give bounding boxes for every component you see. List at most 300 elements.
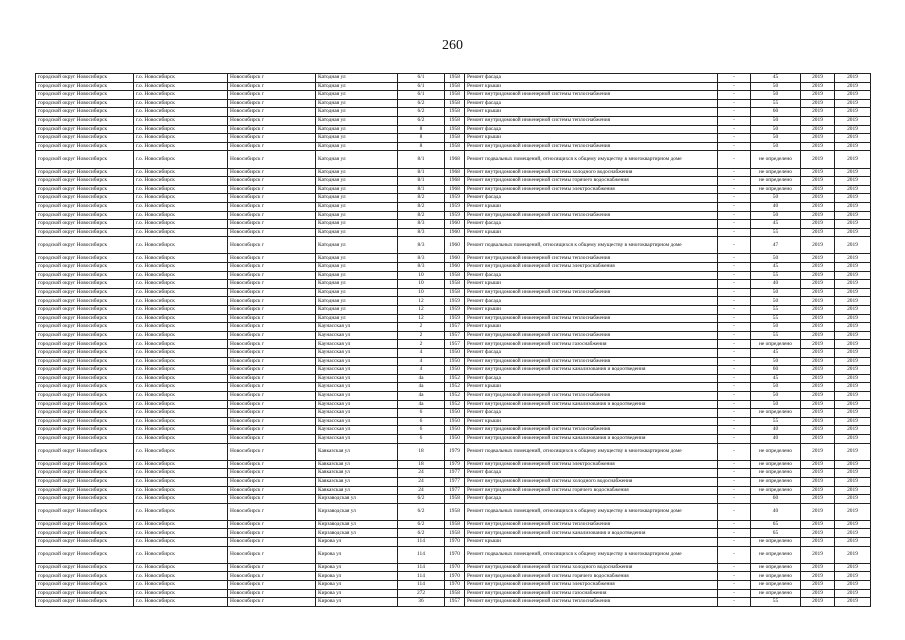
cell-municipality: городской округ Новосибирск (36, 314, 134, 323)
cell-city: Новосибирск г (228, 477, 316, 486)
cell-work-type: Ремонт подвальных помещений, относящихся к общему имуществу в многоквартирном доме (465, 546, 718, 563)
table-row (36, 168, 871, 177)
cell-year-built: 1970 (445, 546, 465, 563)
cell-year-built: 1958 (445, 142, 465, 151)
cell-year-built: 1952 (445, 391, 465, 400)
cell-house-number: 8/1 (398, 177, 445, 186)
cell-year-end: 2019 (835, 142, 871, 151)
cell-house-number: 6/2 (398, 108, 445, 117)
cell-year-built: 1959 (445, 202, 465, 211)
cell-year-end: 2019 (835, 503, 871, 520)
cell-street: Каунасская ул (316, 391, 398, 400)
cell-house-number: 10 (398, 288, 445, 297)
cell-year-start: 2019 (801, 194, 835, 203)
cell-city: Новосибирск г (228, 151, 316, 168)
cell-house-number: 6 (398, 426, 445, 435)
cell-cell-dash: - (718, 74, 751, 83)
cell-cost-value: 50 (751, 91, 801, 100)
cell-work-type: Ремонт внутридомовой инженерной системы газоснабжения (465, 340, 718, 349)
cell-year-built: 1952 (445, 374, 465, 383)
cell-year-start: 2019 (801, 314, 835, 323)
cell-locality-district: г.о. Новосибирск (134, 349, 228, 358)
cell-year-start: 2019 (801, 177, 835, 186)
cell-municipality: городской округ Новосибирск (36, 409, 134, 418)
cell-cell-dash: - (718, 495, 751, 504)
cell-city: Новосибирск г (228, 323, 316, 332)
cell-locality-district: г.о. Новосибирск (134, 306, 228, 315)
cell-cell-dash: - (718, 323, 751, 332)
cell-locality-district: г.о. Новосибирск (134, 125, 228, 134)
cell-locality-district: г.о. Новосибирск (134, 323, 228, 332)
cell-cell-dash: - (718, 237, 751, 254)
cell-cell-dash: - (718, 271, 751, 280)
cell-cell-dash: - (718, 177, 751, 186)
cell-cell-dash: - (718, 538, 751, 547)
cell-city: Новосибирск г (228, 469, 316, 478)
cell-cell-dash: - (718, 263, 751, 272)
cell-work-type: Ремонт внутридомовой инженерной системы горячего водоснабжения (465, 572, 718, 581)
cell-locality-district: г.о. Новосибирск (134, 82, 228, 91)
cell-work-type: Ремонт внутридомовой инженерной системы теплоснабжения (465, 357, 718, 366)
cell-year-start: 2019 (801, 598, 835, 607)
cell-cost-value: 50 (751, 125, 801, 134)
cell-cell-dash: - (718, 91, 751, 100)
cell-cost-value: 55 (751, 271, 801, 280)
cell-work-type: Ремонт внутридомовой инженерной системы канализования и водоотведения (465, 366, 718, 375)
cell-work-type: Ремонт внутридомовой инженерной системы теплоснабжения (465, 391, 718, 400)
cell-cost-value: не определено (751, 477, 801, 486)
cell-year-end: 2019 (835, 280, 871, 289)
cell-year-start: 2019 (801, 228, 835, 237)
table-row (36, 434, 871, 443)
cell-house-number: 114 (398, 538, 445, 547)
cell-cell-dash: - (718, 520, 751, 529)
cell-year-end: 2019 (835, 357, 871, 366)
table-row (36, 202, 871, 211)
cell-locality-district: г.о. Новосибирск (134, 331, 228, 340)
table-row (36, 142, 871, 151)
cell-year-built: 1950 (445, 349, 465, 358)
cell-street: Катодная ул (316, 185, 398, 194)
cell-cost-value: 50 (751, 254, 801, 263)
cell-street: Каунасская ул (316, 383, 398, 392)
cell-municipality: городской округ Новосибирск (36, 495, 134, 504)
cell-year-built: 1958 (445, 108, 465, 117)
cell-year-start: 2019 (801, 237, 835, 254)
cell-house-number: 6/2 (398, 495, 445, 504)
cell-year-end: 2019 (835, 572, 871, 581)
cell-street: Катодная ул (316, 280, 398, 289)
cell-municipality: городской округ Новосибирск (36, 116, 134, 125)
cell-year-start: 2019 (801, 366, 835, 375)
cell-cell-dash: - (718, 383, 751, 392)
cell-year-built: 1958 (445, 99, 465, 108)
cell-municipality: городской округ Новосибирск (36, 99, 134, 108)
cell-cell-dash: - (718, 220, 751, 229)
cell-municipality: городской округ Новосибирск (36, 374, 134, 383)
table-row (36, 529, 871, 538)
cell-city: Новосибирск г (228, 220, 316, 229)
cell-cost-value: 50 (751, 400, 801, 409)
cell-street: Катодная ул (316, 237, 398, 254)
cell-cell-dash: - (718, 202, 751, 211)
cell-municipality: городской округ Новосибирск (36, 331, 134, 340)
cell-municipality: городской округ Новосибирск (36, 391, 134, 400)
cell-locality-district: г.о. Новосибирск (134, 116, 228, 125)
cell-year-start: 2019 (801, 383, 835, 392)
cell-city: Новосибирск г (228, 538, 316, 547)
cell-year-end: 2019 (835, 74, 871, 83)
cell-street: Катодная ул (316, 220, 398, 229)
cell-house-number: 6/2 (398, 116, 445, 125)
table-row (36, 254, 871, 263)
cell-cost-value: 50 (751, 194, 801, 203)
cell-year-start: 2019 (801, 426, 835, 435)
cell-street: Каунасская ул (316, 349, 398, 358)
cell-cell-dash: - (718, 297, 751, 306)
table-row (36, 314, 871, 323)
table-row (36, 426, 871, 435)
cell-locality-district: г.о. Новосибирск (134, 211, 228, 220)
cell-street: Каунасская ул (316, 323, 398, 332)
cell-cost-value: 45 (751, 220, 801, 229)
table-row (36, 503, 871, 520)
cell-locality-district: г.о. Новосибирск (134, 99, 228, 108)
cell-municipality: городской округ Новосибирск (36, 589, 134, 598)
cell-street: Кирова ул (316, 589, 398, 598)
cell-year-end: 2019 (835, 323, 871, 332)
cell-year-start: 2019 (801, 503, 835, 520)
cell-year-built: 1958 (445, 503, 465, 520)
cell-house-number: 8/3 (398, 263, 445, 272)
cell-street: Катодная ул (316, 134, 398, 143)
cell-year-start: 2019 (801, 288, 835, 297)
table-row (36, 469, 871, 478)
table-row (36, 91, 871, 100)
cell-locality-district: г.о. Новосибирск (134, 237, 228, 254)
cell-work-type: Ремонт внутридомовой инженерной системы теплоснабжения (465, 91, 718, 100)
cell-year-end: 2019 (835, 134, 871, 143)
cell-cell-dash: - (718, 340, 751, 349)
cell-locality-district: г.о. Новосибирск (134, 400, 228, 409)
table-row (36, 280, 871, 289)
table-row (36, 581, 871, 590)
cell-cell-dash: - (718, 469, 751, 478)
cell-year-built: 1979 (445, 443, 465, 460)
cell-cost-value: 40 (751, 202, 801, 211)
cell-work-type: Ремонт крыши (465, 538, 718, 547)
cell-year-built: 1957 (445, 323, 465, 332)
cell-city: Новосибирск г (228, 288, 316, 297)
cell-cost-value: 50 (751, 142, 801, 151)
cell-house-number: 8/1 (398, 151, 445, 168)
cell-cost-value: не определено (751, 185, 801, 194)
cell-cell-dash: - (718, 598, 751, 607)
cell-street: Каунасская ул (316, 400, 398, 409)
cell-year-start: 2019 (801, 74, 835, 83)
cell-year-built: 1950 (445, 417, 465, 426)
cell-city: Новосибирск г (228, 563, 316, 572)
cell-work-type: Ремонт внутридомовой инженерной системы теплоснабжения (465, 116, 718, 125)
cell-year-built: 1960 (445, 220, 465, 229)
cell-year-start: 2019 (801, 297, 835, 306)
cell-municipality: городской округ Новосибирск (36, 297, 134, 306)
cell-municipality: городской округ Новосибирск (36, 357, 134, 366)
cell-city: Новосибирск г (228, 460, 316, 469)
cell-year-end: 2019 (835, 237, 871, 254)
cell-year-start: 2019 (801, 495, 835, 504)
cell-work-type: Ремонт внутридомовой инженерной системы электроснабжения (465, 185, 718, 194)
cell-locality-district: г.о. Новосибирск (134, 520, 228, 529)
cell-city: Новосибирск г (228, 331, 316, 340)
cell-year-start: 2019 (801, 168, 835, 177)
cell-year-end: 2019 (835, 486, 871, 495)
cell-year-start: 2019 (801, 134, 835, 143)
cell-work-type: Ремонт фасада (465, 194, 718, 203)
cell-year-start: 2019 (801, 202, 835, 211)
cell-locality-district: г.о. Новосибирск (134, 74, 228, 83)
cell-year-built: 1958 (445, 116, 465, 125)
cell-year-start: 2019 (801, 469, 835, 478)
cell-cell-dash: - (718, 434, 751, 443)
cell-year-start: 2019 (801, 477, 835, 486)
cell-year-built: 1958 (445, 271, 465, 280)
cell-locality-district: г.о. Новосибирск (134, 151, 228, 168)
table-row (36, 194, 871, 203)
cell-city: Новосибирск г (228, 400, 316, 409)
cell-cell-dash: - (718, 486, 751, 495)
cell-cell-dash: - (718, 581, 751, 590)
cell-street: Катодная ул (316, 288, 398, 297)
cell-house-number: 2 (398, 340, 445, 349)
cell-work-type: Ремонт подвальных помещений, относящихся к общему имуществу в многоквартирном доме (465, 503, 718, 520)
cell-work-type: Ремонт фасада (465, 469, 718, 478)
cell-work-type: Ремонт крыши (465, 417, 718, 426)
cell-house-number: 6/2 (398, 529, 445, 538)
cell-house-number: 6/1 (398, 74, 445, 83)
cell-work-type: Ремонт внутридомовой инженерной системы теплоснабжения (465, 314, 718, 323)
cell-house-number: 6/1 (398, 82, 445, 91)
cell-work-type: Ремонт крыши (465, 82, 718, 91)
cell-year-start: 2019 (801, 546, 835, 563)
cell-year-built: 1959 (445, 297, 465, 306)
cell-cell-dash: - (718, 563, 751, 572)
cell-cell-dash: - (718, 460, 751, 469)
cell-work-type: Ремонт внутридомовой инженерной системы теплоснабжения (465, 520, 718, 529)
cell-house-number: 4а (398, 383, 445, 392)
cell-house-number: 114 (398, 563, 445, 572)
table-row (36, 237, 871, 254)
cell-year-built: 1959 (445, 306, 465, 315)
cell-year-end: 2019 (835, 434, 871, 443)
cell-municipality: городской округ Новосибирск (36, 228, 134, 237)
cell-cost-value: 55 (751, 417, 801, 426)
cell-city: Новосибирск г (228, 228, 316, 237)
cell-work-type: Ремонт внутридомовой инженерной системы теплоснабжения (465, 331, 718, 340)
cell-work-type: Ремонт фасада (465, 374, 718, 383)
cell-municipality: городской округ Новосибирск (36, 538, 134, 547)
cell-municipality: городской округ Новосибирск (36, 323, 134, 332)
cell-street: Катодная ул (316, 194, 398, 203)
cell-year-built: 1957 (445, 331, 465, 340)
table-row (36, 185, 871, 194)
cell-city: Новосибирск г (228, 306, 316, 315)
cell-house-number: 8 (398, 142, 445, 151)
cell-municipality: городской округ Новосибирск (36, 460, 134, 469)
cell-cost-value: 40 (751, 434, 801, 443)
cell-municipality: городской округ Новосибирск (36, 529, 134, 538)
cell-city: Новосибирск г (228, 125, 316, 134)
cell-municipality: городской округ Новосибирск (36, 220, 134, 229)
cell-year-built: 1950 (445, 366, 465, 375)
cell-work-type: Ремонт крыши (465, 323, 718, 332)
cell-municipality: городской округ Новосибирск (36, 74, 134, 83)
cell-municipality: городской округ Новосибирск (36, 82, 134, 91)
cell-year-end: 2019 (835, 469, 871, 478)
cell-street: Катодная ул (316, 263, 398, 272)
cell-year-built: 1958 (445, 589, 465, 598)
cell-year-start: 2019 (801, 323, 835, 332)
cell-municipality: городской округ Новосибирск (36, 581, 134, 590)
cell-year-start: 2019 (801, 374, 835, 383)
cell-year-end: 2019 (835, 529, 871, 538)
cell-cost-value: не определено (751, 538, 801, 547)
cell-house-number: 2 (398, 323, 445, 332)
cell-locality-district: г.о. Новосибирск (134, 108, 228, 117)
cell-city: Новосибирск г (228, 177, 316, 186)
cell-year-end: 2019 (835, 99, 871, 108)
cell-cost-value: 50 (751, 134, 801, 143)
cell-work-type: Ремонт крыши (465, 383, 718, 392)
cell-year-end: 2019 (835, 581, 871, 590)
cell-year-built: 1959 (445, 194, 465, 203)
cell-cell-dash: - (718, 254, 751, 263)
cell-cost-value: 60 (751, 366, 801, 375)
cell-cost-value: не определено (751, 563, 801, 572)
cell-street: Катодная ул (316, 116, 398, 125)
cell-cost-value: 55 (751, 228, 801, 237)
cell-city: Новосибирск г (228, 185, 316, 194)
cell-city: Новосибирск г (228, 503, 316, 520)
table-row (36, 297, 871, 306)
cell-locality-district: г.о. Новосибирск (134, 409, 228, 418)
cell-year-built: 1968 (445, 185, 465, 194)
cell-street: Катодная ул (316, 99, 398, 108)
cell-municipality: городской округ Новосибирск (36, 91, 134, 100)
cell-municipality: городской округ Новосибирск (36, 142, 134, 151)
cell-municipality: городской округ Новосибирск (36, 237, 134, 254)
cell-year-start: 2019 (801, 520, 835, 529)
cell-city: Новосибирск г (228, 263, 316, 272)
cell-year-built: 1970 (445, 572, 465, 581)
table-row (36, 151, 871, 168)
cell-city: Новосибирск г (228, 254, 316, 263)
cell-house-number: 4а (398, 374, 445, 383)
cell-year-built: 1977 (445, 469, 465, 478)
cell-work-type: Ремонт крыши (465, 134, 718, 143)
cell-house-number: 8/1 (398, 185, 445, 194)
cell-year-built: 1950 (445, 434, 465, 443)
table-row (36, 589, 871, 598)
cell-city: Новосибирск г (228, 194, 316, 203)
cell-work-type: Ремонт фасада (465, 99, 718, 108)
cell-year-built: 1970 (445, 581, 465, 590)
cell-work-type: Ремонт фасада (465, 220, 718, 229)
cell-city: Новосибирск г (228, 211, 316, 220)
cell-work-type: Ремонт внутридомовой инженерной системы теплоснабжения (465, 142, 718, 151)
cell-municipality: городской округ Новосибирск (36, 271, 134, 280)
cell-cell-dash: - (718, 503, 751, 520)
cell-street: Катодная ул (316, 314, 398, 323)
cell-locality-district: г.о. Новосибирск (134, 426, 228, 435)
cell-house-number: 8/3 (398, 254, 445, 263)
cell-street: Катодная ул (316, 91, 398, 100)
cell-year-end: 2019 (835, 598, 871, 607)
cell-city: Новосибирск г (228, 572, 316, 581)
cell-municipality: городской округ Новосибирск (36, 185, 134, 194)
cell-year-end: 2019 (835, 417, 871, 426)
cell-work-type: Ремонт фасада (465, 271, 718, 280)
cell-street: Каунасская ул (316, 426, 398, 435)
table-row (36, 211, 871, 220)
cell-cell-dash: - (718, 391, 751, 400)
cell-house-number: 12 (398, 297, 445, 306)
table-row (36, 134, 871, 143)
cell-house-number: 24 (398, 477, 445, 486)
cell-municipality: городской округ Новосибирск (36, 108, 134, 117)
cell-street: Кирова ул (316, 546, 398, 563)
cell-year-end: 2019 (835, 374, 871, 383)
table-body (36, 74, 871, 607)
cell-year-end: 2019 (835, 331, 871, 340)
cell-municipality: городской округ Новосибирск (36, 194, 134, 203)
cell-house-number: 8/2 (398, 211, 445, 220)
cell-year-start: 2019 (801, 99, 835, 108)
cell-work-type: Ремонт крыши (465, 280, 718, 289)
table-row (36, 546, 871, 563)
cell-cost-value: 50 (751, 391, 801, 400)
cell-year-end: 2019 (835, 460, 871, 469)
cell-year-built: 1958 (445, 280, 465, 289)
cell-year-built: 1977 (445, 477, 465, 486)
cell-locality-district: г.о. Новосибирск (134, 538, 228, 547)
cell-year-end: 2019 (835, 185, 871, 194)
cell-house-number: 6/1 (398, 91, 445, 100)
cell-city: Новосибирск г (228, 366, 316, 375)
cell-year-built: 1957 (445, 340, 465, 349)
cell-street: Каунасская ул (316, 357, 398, 366)
cell-house-number: 12 (398, 306, 445, 315)
cell-house-number: 2 (398, 331, 445, 340)
cell-cost-value: не определено (751, 177, 801, 186)
cell-locality-district: г.о. Новосибирск (134, 477, 228, 486)
cell-year-end: 2019 (835, 168, 871, 177)
cell-house-number: 8/2 (398, 194, 445, 203)
cell-year-built: 1970 (445, 563, 465, 572)
cell-cost-value: 55 (751, 331, 801, 340)
table-row (36, 477, 871, 486)
table-row (36, 177, 871, 186)
cell-street: Кирова ул (316, 538, 398, 547)
cell-cost-value: не определено (751, 340, 801, 349)
cell-work-type: Ремонт внутридомовой инженерной системы теплоснабжения (465, 426, 718, 435)
cell-street: Катодная ул (316, 228, 398, 237)
cell-street: Катодная ул (316, 82, 398, 91)
cell-cost-value: не определено (751, 589, 801, 598)
cell-city: Новосибирск г (228, 374, 316, 383)
cell-house-number: 24 (398, 486, 445, 495)
cell-year-end: 2019 (835, 546, 871, 563)
